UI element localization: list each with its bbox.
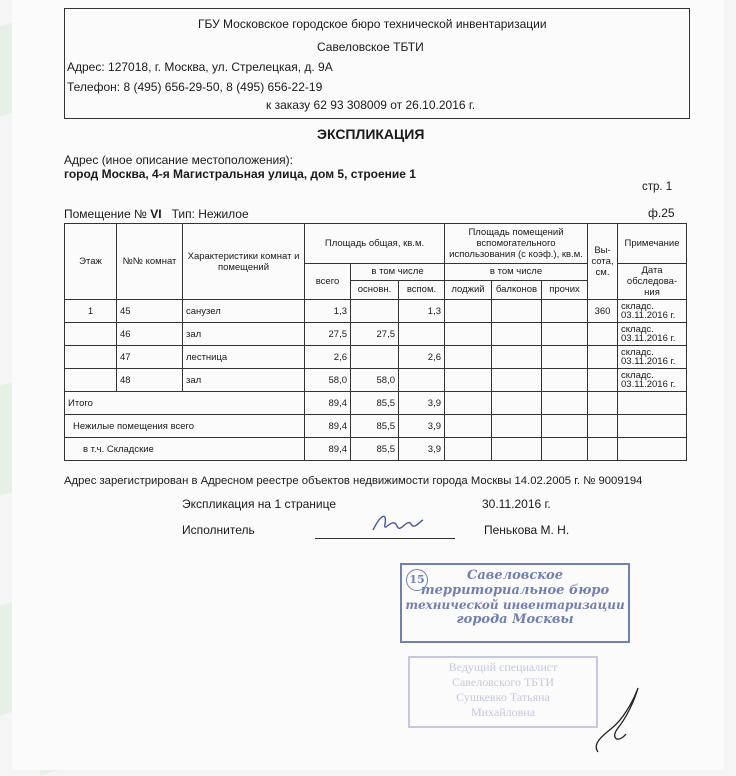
header-main: основн. <box>351 280 399 299</box>
stamp-line-2: территориальное бюро <box>420 583 610 598</box>
address-label: Адрес (иное описание местоположения): <box>64 153 293 167</box>
address-value: город Москва, 4-я Магистральная улица, дом 5, строение 1 <box>64 167 416 181</box>
cell-room: 48 <box>117 369 183 392</box>
cell-room: 45 <box>117 300 183 323</box>
header-floor: Этаж <box>65 224 117 300</box>
cell-room: 47 <box>117 346 183 369</box>
cell-main <box>351 346 399 369</box>
form-number: ф.25 <box>648 206 675 220</box>
room-label: Помещение № <box>64 207 147 221</box>
cell-floor <box>65 346 117 369</box>
cell-main: 27,5 <box>351 323 399 346</box>
header-aux: вспом. <box>399 280 445 299</box>
executor-label: Исполнитель <box>182 523 255 537</box>
header-note: Примечание <box>618 224 687 264</box>
table-row <box>65 323 687 346</box>
summary-label: Нежилые помещения всего <box>65 415 305 438</box>
summary-main: 85,5 <box>351 392 399 415</box>
order-number: к заказу 62 93 308009 от 26.10.2016 г. <box>266 98 476 112</box>
cell-floor <box>65 369 117 392</box>
cell-aux <box>399 323 445 346</box>
stamp-number: 15 <box>406 569 428 591</box>
registry-note: Адрес зарегистрирован в Адресном реестре объектов недвижимости города Москвы 14.02.2005 г. № 9009194 <box>64 475 643 487</box>
summary-main: 85,5 <box>351 415 399 438</box>
header-other: прочих <box>542 280 588 299</box>
document-date: 30.11.2016 г. <box>482 497 551 511</box>
header-loggia: лоджий <box>445 280 492 299</box>
pages-note: Экспликация на 1 странице <box>182 497 337 511</box>
summary-aux: 3,9 <box>399 415 445 438</box>
summary-aux: 3,9 <box>399 438 445 461</box>
cell-note: складс. 03.11.2016 г. <box>618 323 687 346</box>
header-balcony: балконов <box>492 280 542 299</box>
branch-name: Савеловское ТБТИ <box>317 40 424 54</box>
cell-name: санузел <box>183 300 305 323</box>
summary-total: 89,4 <box>305 415 351 438</box>
summary-main: 85,5 <box>351 438 399 461</box>
summary-aux: 3,9 <box>399 392 445 415</box>
cell-name: лестница <box>183 346 305 369</box>
page-title: ЭКСПЛИКАЦИЯ <box>317 126 425 142</box>
executor-signature <box>367 508 427 540</box>
header-including-1: в том числе <box>351 264 445 281</box>
room-type: Тип: Нежилое <box>171 207 249 221</box>
header-inspection-date: Дата обследова-ния <box>618 264 687 300</box>
explication-table <box>64 223 687 461</box>
cell-note: складс. 03.11.2016 г. <box>618 369 687 392</box>
cell-note: складс. 03.11.2016 г. <box>618 300 687 323</box>
cell-name: зал <box>183 323 305 346</box>
header-characteristics: Характеристики комнат и помещений <box>183 224 305 300</box>
specialist-stamp <box>408 656 598 728</box>
specialist-signature <box>588 678 648 758</box>
table-row <box>65 346 687 369</box>
cell-total: 1,3 <box>305 300 351 323</box>
stamp-line-1: Савеловское <box>467 568 563 583</box>
cell-floor: 1 <box>65 300 117 323</box>
table-row <box>65 369 687 392</box>
room-info <box>64 207 249 221</box>
cell-main: 58,0 <box>351 369 399 392</box>
cell-main <box>351 300 399 323</box>
cell-total: 2,6 <box>305 346 351 369</box>
cell-note: складс. 03.11.2016 г. <box>618 346 687 369</box>
header-address: Адрес: 127018, г. Москва, ул. Стрелецкая, д. 9А <box>67 60 333 74</box>
cell-total: 27,5 <box>305 323 351 346</box>
cell-height <box>588 346 618 369</box>
header-rooms: №№ комнат <box>117 224 183 300</box>
summary-row <box>65 415 687 438</box>
executor-name: Пенькова М. Н. <box>484 523 570 537</box>
page-number: стр. 1 <box>642 181 673 193</box>
document-page <box>12 0 724 770</box>
cell-name: зал <box>183 369 305 392</box>
stamp-line-4: города Москвы <box>456 612 574 627</box>
cell-height: 360 <box>588 300 618 323</box>
summary-row <box>65 438 687 461</box>
org-name: ГБУ Московское городское бюро технической инвентаризации <box>198 17 547 31</box>
summary-total: 89,4 <box>305 392 351 415</box>
summary-label: Итого <box>65 392 305 415</box>
bureau-stamp <box>400 563 630 643</box>
cell-room: 46 <box>117 323 183 346</box>
header-including-2: в том числе <box>445 264 588 281</box>
cell-total: 58,0 <box>305 369 351 392</box>
stamp2-line-2: Савеловского ТБТИ <box>451 675 555 689</box>
cell-aux: 1,3 <box>399 300 445 323</box>
stamp-line-3: технической инвентаризации <box>405 598 625 612</box>
room-number: VI <box>150 207 162 221</box>
summary-total: 89,4 <box>305 438 351 461</box>
summary-row <box>65 392 687 415</box>
cell-height <box>588 323 618 346</box>
cell-floor <box>65 323 117 346</box>
stamp2-line-1: Ведущий специалист <box>448 660 558 674</box>
cell-aux <box>399 369 445 392</box>
table-row <box>65 300 687 323</box>
header-area-total: Площадь общая, кв.м. <box>305 224 445 264</box>
stamp2-line-3: Сушкевко Татьяна <box>456 690 550 704</box>
cell-aux: 2,6 <box>399 346 445 369</box>
summary-label: в т.ч. Складские <box>65 438 305 461</box>
stamp2-line-4: Михайловна <box>470 705 536 719</box>
header-total: всего <box>305 264 351 300</box>
cell-height <box>588 369 618 392</box>
header-area-aux: Площадь помещений вспомогательного использования (с коэф.), кв.м. <box>445 224 588 264</box>
header-height: Вы-сота, см. <box>588 224 618 300</box>
header-phone: Телефон: 8 (495) 656-29-50, 8 (495) 656-22-19 <box>67 80 323 94</box>
